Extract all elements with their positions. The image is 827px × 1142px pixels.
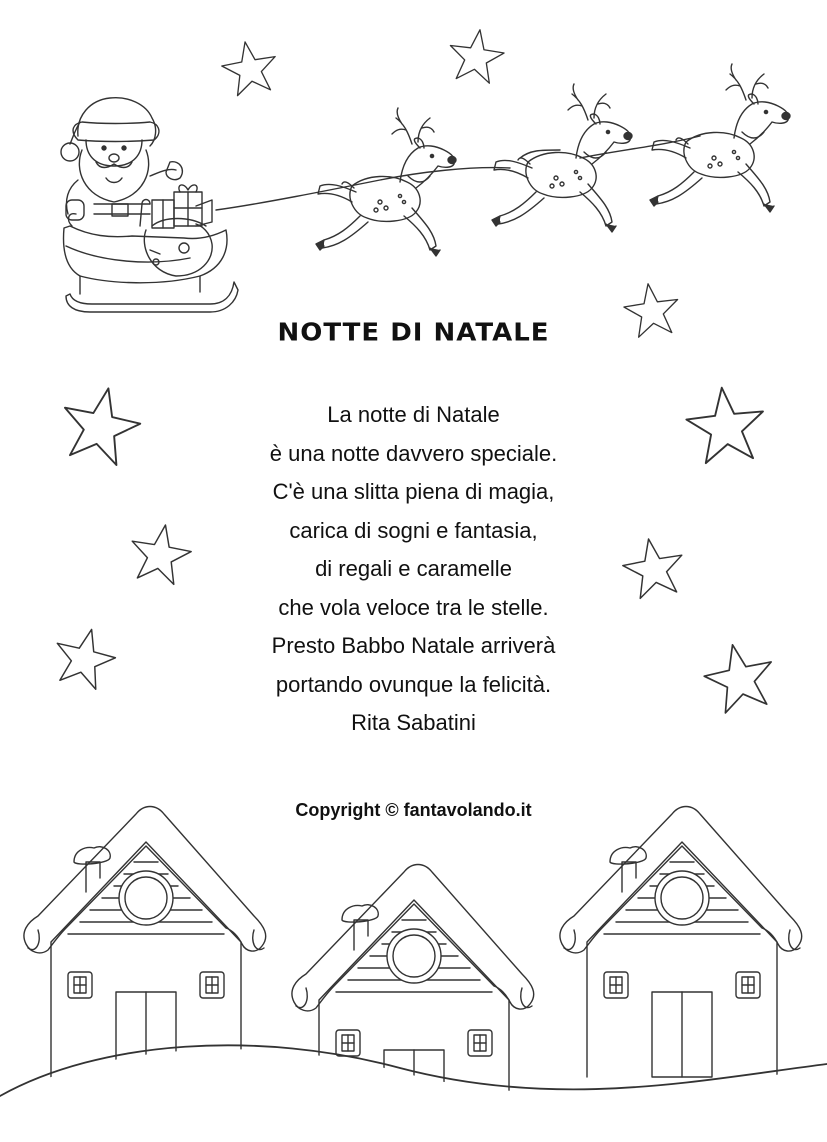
reins [216, 136, 700, 210]
poem-line: è una notte davvero speciale. [269, 440, 558, 466]
poem-title: NOTTE DI NATALE [277, 318, 550, 348]
poem-body [0, 396, 827, 743]
santa-sleigh-illustration [61, 98, 238, 312]
poem-line: che vola veloce tra le stelle. [278, 594, 549, 620]
reindeer-3 [650, 64, 790, 212]
reindeer-2 [492, 84, 632, 232]
poem-line: portando ovunque la felicità. [275, 671, 552, 697]
copyright-notice: Copyright © fantavolando.it [295, 800, 532, 820]
poem-line: Presto Babbo Natale arriverà [271, 633, 556, 658]
reindeer-1 [316, 108, 456, 256]
poem-line: C'è una slitta piena di magia, [272, 479, 555, 504]
poem-line: di regali e caramelle [315, 556, 512, 581]
poem-line: La notte di Natale [327, 402, 500, 427]
poem-line: carica di sogni e fantasia, [289, 517, 538, 543]
poem-author: Rita Sabatini [351, 710, 476, 735]
